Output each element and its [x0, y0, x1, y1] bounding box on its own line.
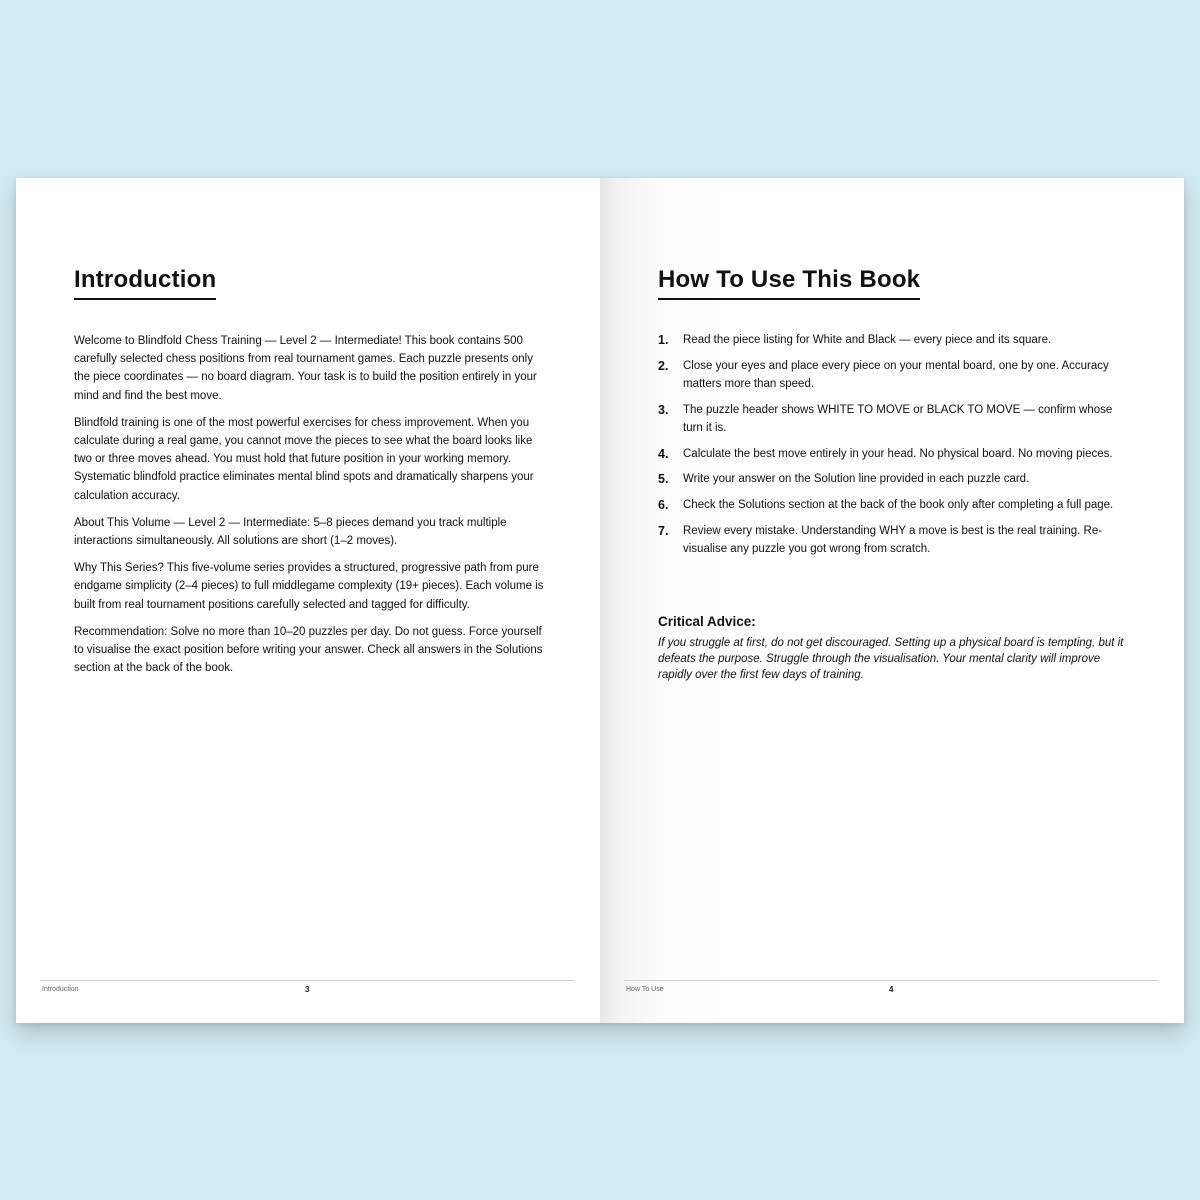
advice-text: If you struggle at first, do not get discouraged. Setting up a physical board is tempting, but it defeats the purpose. Struggle through the visualisation. Your mental clarity will improve rapidly over the first few days of training.: [658, 637, 1124, 682]
footer-divider: [624, 980, 1158, 981]
list-item: [658, 331, 1118, 349]
step-text: The puzzle header shows WHITE TO MOVE or BLACK TO MOVE — confirm whose turn it is.: [683, 403, 1113, 434]
footer-section-label: Introduction: [42, 986, 79, 993]
intro-paragraph: About This Volume — Level 2 — Intermediate: 5–8 pieces demand you track multiple interactions simultaneously. All solutions are short (1–2 moves).: [74, 516, 507, 548]
step-text: Write your answer on the Solution line provided in each puzzle card.: [683, 473, 1030, 486]
right-page: [600, 178, 1184, 1023]
step-number: 3.: [658, 402, 669, 417]
page-number: 3: [305, 985, 310, 994]
list-item: [658, 522, 1118, 558]
step-number: 5.: [658, 472, 669, 487]
page-number: 4: [889, 985, 894, 994]
step-text: Check the Solutions section at the back of the book only after completing a full page.: [683, 498, 1114, 511]
list-item: [658, 470, 1118, 488]
left-page: [16, 178, 600, 1023]
list-item: [658, 357, 1118, 393]
step-number: 6.: [658, 497, 669, 512]
intro-body: [74, 332, 544, 686]
advice-title: Critical Advice:: [658, 614, 756, 629]
book-spread: [16, 178, 1184, 1023]
intro-paragraph: Why This Series? This five-volume series provides a structured, progressive path from pure endgame simplicity (2–4 pieces) to full middlegame complexity (19+ pieces). Each volume is built from real tournament positions carefully selected and tagged for difficulty.: [74, 562, 544, 611]
step-number: 1.: [658, 333, 669, 347]
step-number: 4.: [658, 446, 669, 461]
list-item: [658, 445, 1118, 463]
intro-paragraph: Welcome to Blindfold Chess Training — Level 2 — Intermediate! This book contains 500 carefully selected chess positions from real tournament games. Each puzzle presents only the piece coordinates — no board diagram. Your task is to build the position entirely in your mind and find the best move.: [74, 335, 537, 402]
page-heading: How To Use This Book: [658, 266, 920, 300]
instructions-list: [658, 331, 1118, 566]
step-text: Calculate the best move entirely in your head. No physical board. No moving pieces.: [683, 447, 1113, 460]
step-text: Read the piece listing for White and Black — every piece and its square.: [683, 334, 1052, 346]
step-number: 2.: [658, 358, 669, 373]
intro-paragraph: Recommendation: Solve no more than 10–20 puzzles per day. Do not guess. Force yourself to visualise the exact position before writing your answer. Check all answers in the Solutions section at the back of the book.: [74, 625, 543, 675]
step-text: Review every mistake. Understanding WHY a move is best is the real training. Re-visualise any puzzle you got wrong from scratch.: [683, 524, 1103, 555]
step-number: 7.: [658, 523, 669, 538]
intro-paragraph: Blindfold training is one of the most powerful exercises for chess improvement. When you calculate during a real game, you cannot move the pieces to see what the board looks like two or three moves ahead. You must hold that future position in your working memory. Systematic blindfold practice eliminates mental blind spots and dramatically sharpens your calculation accuracy.: [74, 416, 534, 502]
footer-section-label: How To Use: [626, 986, 664, 993]
list-item: [658, 496, 1118, 514]
page-heading: Introduction: [74, 266, 216, 300]
footer-divider: [40, 980, 574, 981]
list-item: [658, 401, 1118, 437]
step-text: Close your eyes and place every piece on your mental board, one by one. Accuracy matters more than speed.: [683, 359, 1109, 390]
